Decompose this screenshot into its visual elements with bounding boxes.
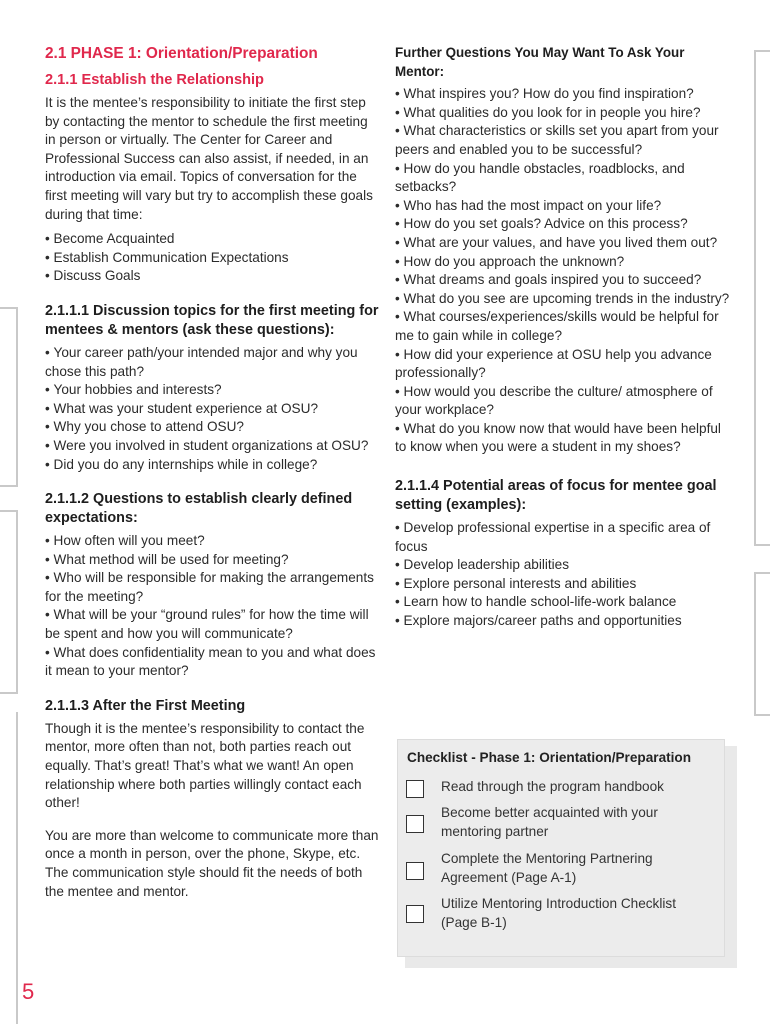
section-2-1-1-4-heading: 2.1.1.4 Potential areas of focus for mentee goal setting (examples): bbox=[395, 478, 717, 514]
checklist-item-label: Read through the program handbook bbox=[441, 779, 664, 794]
checkbox[interactable] bbox=[406, 815, 424, 833]
list-item: • What inspires you? How do you find inspiration? bbox=[395, 85, 730, 104]
focus-areas-list bbox=[395, 519, 730, 631]
list-item: • What qualities do you look for in people you hire? bbox=[395, 104, 730, 123]
section-2-1-1-heading: 2.1.1 Establish the Relationship bbox=[45, 72, 264, 88]
list-item: • Were you involved in student organizations at OSU? bbox=[45, 437, 380, 456]
list-item: • What do you know now that would have been helpful to know when you were a student in my shoes? bbox=[395, 420, 730, 457]
list-item: • Discuss Goals bbox=[45, 267, 380, 286]
list-item: • What will be your “ground rules” for how the time will be spent and how you will communicate? bbox=[45, 606, 380, 643]
list-item: • Who will be responsible for making the arrangements for the meeting? bbox=[45, 569, 380, 606]
list-item: • How do you set goals? Advice on this process? bbox=[395, 215, 730, 234]
right-margin-bracket bbox=[754, 50, 770, 546]
left-margin-bracket bbox=[0, 307, 18, 487]
after-meeting-paragraph-2: You are more than welcome to communicate more than once a month in person, over the phone, Skype, etc. The communication style should fit the needs of both the mentee and mentor. bbox=[45, 827, 379, 899]
page-number: 5 bbox=[22, 979, 35, 1004]
checklist-box bbox=[397, 739, 725, 957]
further-questions-heading: Further Questions You May Want To Ask Your Mentor: bbox=[395, 45, 685, 79]
goals-list bbox=[45, 230, 380, 286]
discussion-topics-list bbox=[45, 344, 380, 474]
list-item: • Did you do any internships while in college? bbox=[45, 456, 380, 475]
list-item: • What method will be used for meeting? bbox=[45, 551, 380, 570]
list-item: • What are your values, and have you lived them out? bbox=[395, 234, 730, 253]
list-item: • Your hobbies and interests? bbox=[45, 381, 380, 400]
section-2-1-1-3-heading: 2.1.1.3 After the First Meeting bbox=[45, 697, 246, 714]
left-column bbox=[45, 44, 380, 901]
phase-heading: 2.1 PHASE 1: Orientation/Preparation bbox=[45, 45, 318, 62]
checkbox[interactable] bbox=[406, 905, 424, 923]
after-meeting-paragraph-1: Though it is the mentee’s responsibility to contact the mentor, more often than not, both parties reach out equally. That’s great! That’s what we want! An open relationship where both parties willingly contact each other! bbox=[45, 720, 365, 811]
checklist-title: Checklist - Phase 1: Orientation/Preparation bbox=[407, 750, 692, 765]
list-item: • What does confidentiality mean to you and what does it mean to your mentor? bbox=[45, 644, 380, 681]
list-item: • Learn how to handle school-life-work balance bbox=[395, 593, 730, 612]
checkbox[interactable] bbox=[406, 780, 424, 798]
list-item: • What do you see are upcoming trends in the industry? bbox=[395, 290, 730, 309]
list-item: • What characteristics or skills set you apart from your peers and enabled you to be successful? bbox=[395, 122, 730, 159]
right-column bbox=[395, 44, 730, 631]
list-item: • Who has had the most impact on your life? bbox=[395, 197, 730, 216]
list-item: • Explore majors/career paths and opportunities bbox=[395, 612, 730, 631]
right-margin-bracket bbox=[754, 572, 770, 716]
checklist-item-label: Complete the Mentoring Partnering Agreement (Page A-1) bbox=[441, 851, 653, 885]
list-item: • Explore personal interests and abilities bbox=[395, 575, 730, 594]
list-item: • What dreams and goals inspired you to succeed? bbox=[395, 271, 730, 290]
left-margin-line bbox=[16, 712, 18, 1024]
section-2-1-1-2-heading: 2.1.1.2 Questions to establish clearly defined expectations: bbox=[45, 491, 353, 527]
list-item: • How did your experience at OSU help you advance professionally? bbox=[395, 346, 730, 383]
expectations-list bbox=[45, 532, 380, 681]
list-item: • Your career path/your intended major and why you chose this path? bbox=[45, 344, 380, 381]
section-2-1-1-1-heading: 2.1.1.1 Discussion topics for the first meeting for mentees & mentors (ask these questions): bbox=[45, 302, 379, 338]
list-item: • How would you describe the culture/ atmosphere of your workplace? bbox=[395, 383, 730, 420]
list-item: • What courses/experiences/skills would be helpful for me to gain while in college? bbox=[395, 308, 730, 345]
list-item: • How do you approach the unknown? bbox=[395, 253, 730, 272]
list-item: • How often will you meet? bbox=[45, 532, 380, 551]
list-item: • What was your student experience at OSU? bbox=[45, 400, 380, 419]
section-2-1-1-body: It is the mentee’s responsibility to initiate the first step by contacting the mentor to schedule the first meeting in person or virtually. The Center for Career and Professional Success can also assist, if needed, in an introduction via email. Topics of conversation for the first meeting will vary but try to accomplish these goals during that time: bbox=[45, 95, 373, 222]
list-item: • Develop leadership abilities bbox=[395, 556, 730, 575]
further-questions-list bbox=[395, 85, 730, 457]
list-item: • Become Acquainted bbox=[45, 230, 380, 249]
checklist-item-label: Become better acquainted with your mentoring partner bbox=[441, 805, 658, 839]
checklist-item-label: Utilize Mentoring Introduction Checklist (Page B-1) bbox=[441, 896, 676, 930]
left-margin-bracket bbox=[0, 510, 18, 694]
list-item: • Develop professional expertise in a specific area of focus bbox=[395, 519, 730, 556]
list-item: • How do you handle obstacles, roadblocks, and setbacks? bbox=[395, 160, 730, 197]
checkbox[interactable] bbox=[406, 862, 424, 880]
list-item: • Establish Communication Expectations bbox=[45, 249, 380, 268]
list-item: • Why you chose to attend OSU? bbox=[45, 418, 380, 437]
